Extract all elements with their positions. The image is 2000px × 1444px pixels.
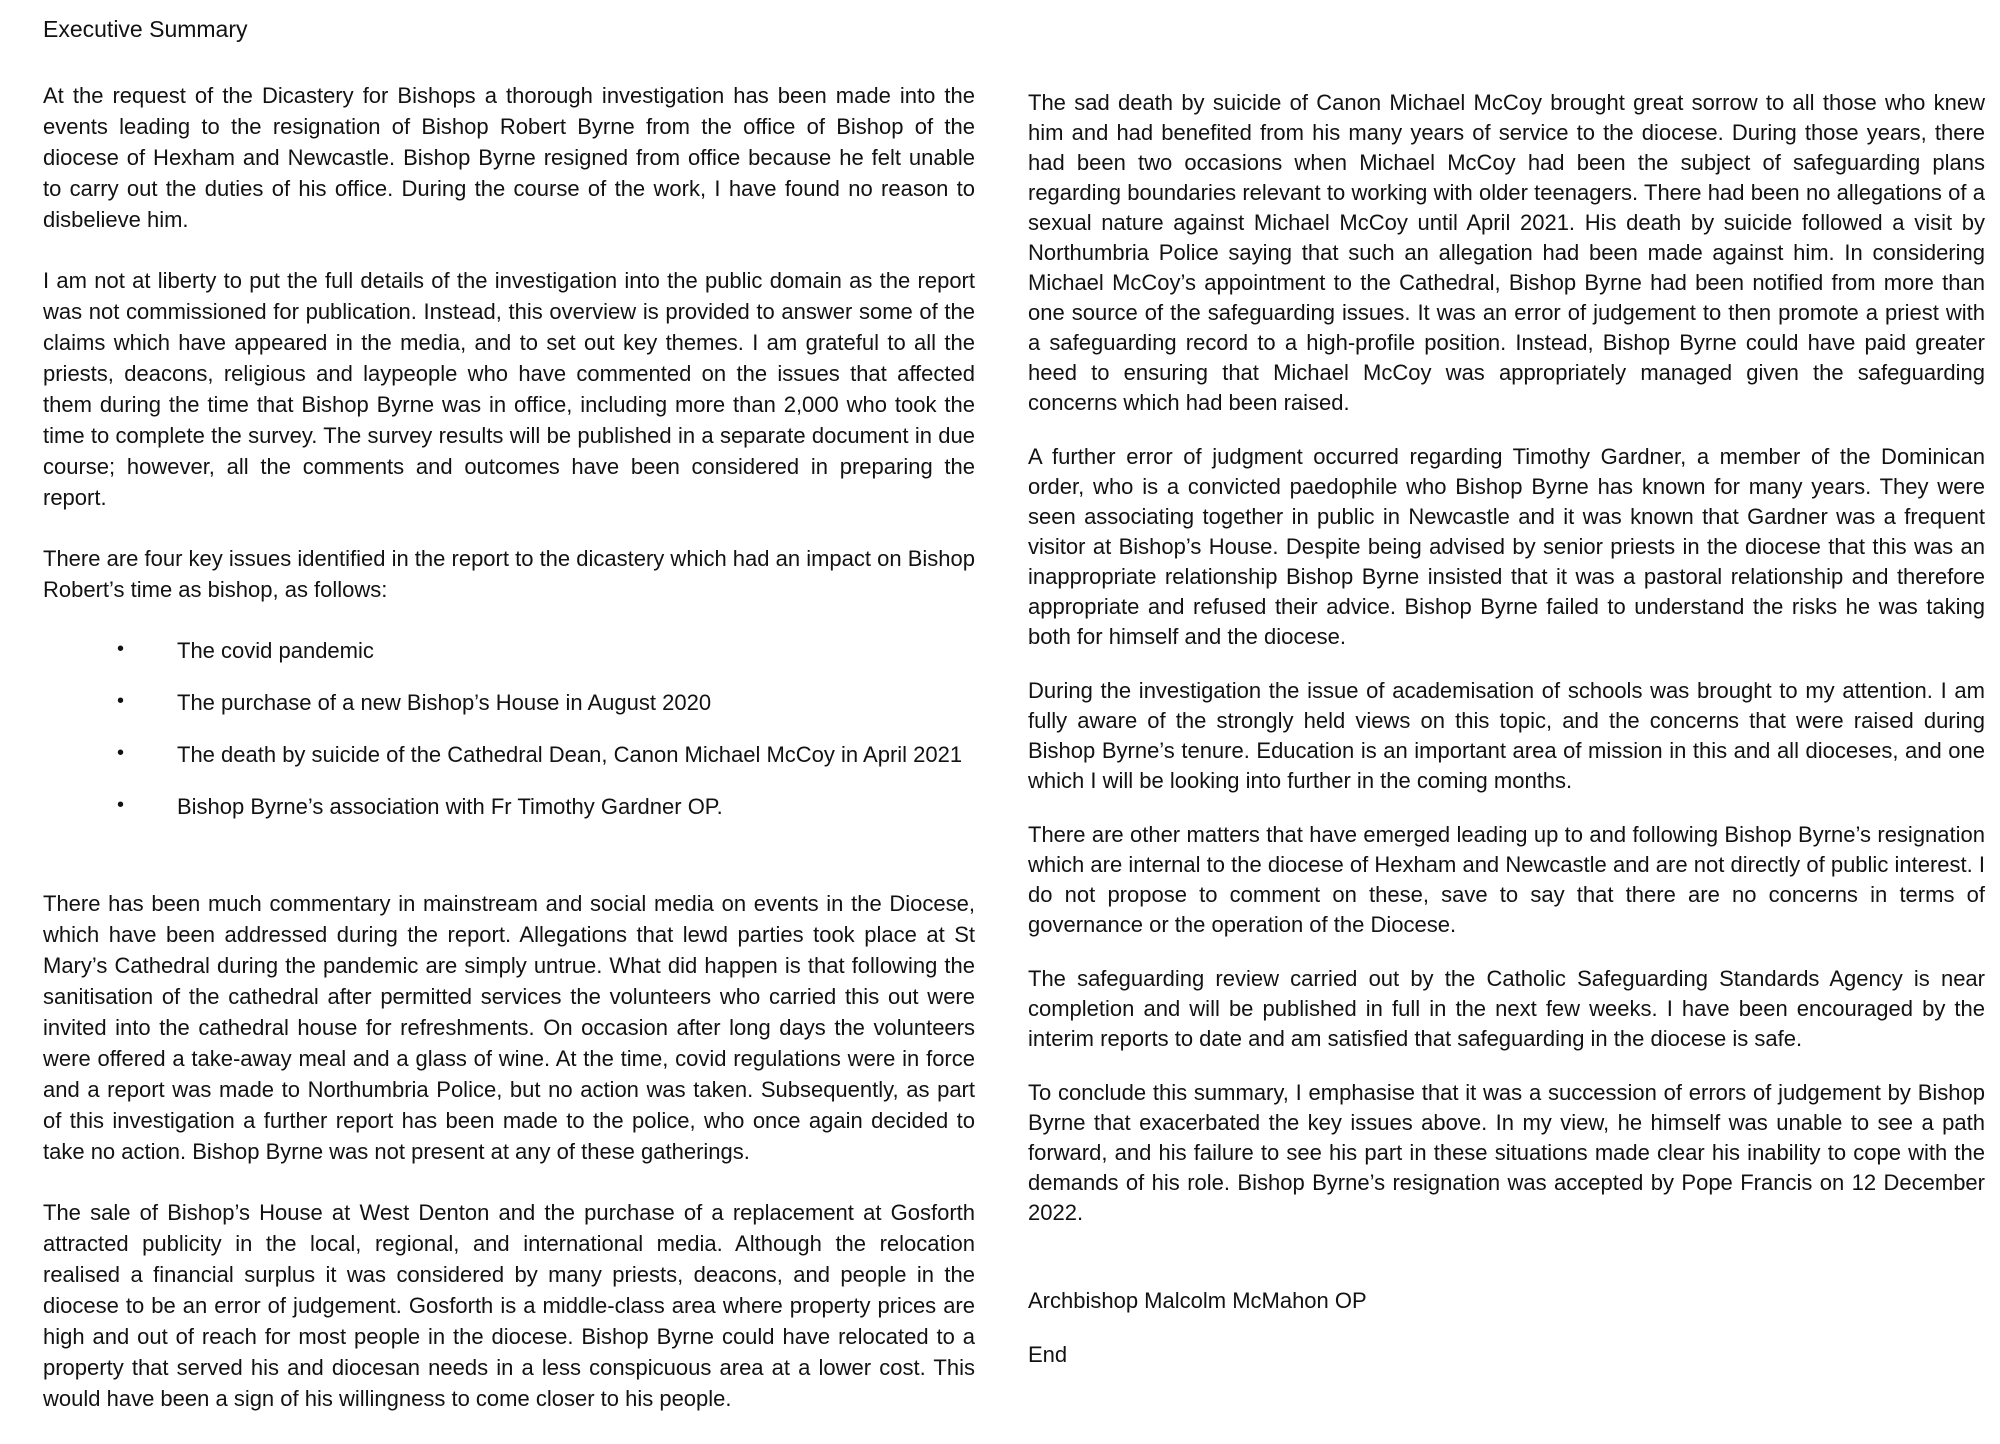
paragraph-other-matters: There are other matters that have emerged leading up to and following Bishop Byrne’s resignation which are internal to the diocese of Hexham and Newcastle and are not directly of public interest. I do not propose to comment on these, save to say that there are no concerns in terms of governance or the operation of the Diocese. — [1028, 822, 1985, 937]
bullet-icon: • — [117, 690, 125, 712]
list-item-mccoy-death — [43, 739, 975, 770]
list-item-house-purchase — [43, 687, 975, 718]
paragraph-not-at-liberty: I am not at liberty to put the full details of the investigation into the public domain as the report was not commissioned for publication. Instead, this overview is provided to answer some of the claims which have appeared in the media, and to set out key themes. I am grateful to all the priests, deacons, religious and laypeople who have commented on the issues that affected them during the time that Bishop Byrne was in office, including more than 2,000 who took the time to complete the survey. The survey results will be published in a separate document in due course; however, all the comments and outcomes have been considered in preparing the report. — [43, 268, 975, 510]
list-item-text: Bishop Byrne’s association with Fr Timothy Gardner OP. — [177, 794, 723, 819]
right-column — [1028, 88, 1985, 1370]
list-item-text: The purchase of a new Bishop’s House in August 2020 — [177, 690, 712, 715]
paragraph-mccoy-suicide: The sad death by suicide of Canon Michael McCoy brought great sorrow to all those who knew him and had benefited from his many years of service to the diocese. During those years, there had been two occasions when Michael McCoy had been the subject of safeguarding plans regarding boundaries relevant to working with older teenagers. There had been no allegations of a sexual nature against Michael McCoy until April 2021. His death by suicide followed a visit by Northumbria Police saying that such an allegation had been made against him. In considering Michael McCoy’s appointment to the Cathedral, Bishop Byrne had been notified from more than one source of the safeguarding issues. It was an error of judgement to then promote a priest with a safeguarding record to a high-profile position. Instead, Bishop Byrne could have paid greater heed to ensuring that Michael McCoy was appropriately managed given the safeguarding concerns which had been raised. — [1028, 90, 1985, 415]
key-issues-list — [43, 635, 975, 822]
paragraph-conclusion: To conclude this summary, I emphasise that it was a succession of errors of judgement by Bishop Byrne that exacerbated the key issues above. In my view, he himself was unable to see a path forward, and his failure to see his part in these situations made clear his inability to cope with the demands of his role. Bishop Byrne’s resignation was accepted by Pope Francis on 12 December 2022. — [1028, 1080, 1985, 1225]
paragraph-safeguarding-review: The safeguarding review carried out by the Catholic Safeguarding Standards Agency is near completion and will be published in full in the next few weeks. I have been encouraged by the interim reports to date and am satisfied that safeguarding in the diocese is safe. — [1028, 966, 1985, 1051]
paragraph-request-investigation: At the request of the Dicastery for Bishops a thorough investigation has been made into the events leading to the resignation of Bishop Robert Byrne from the office of Bishop of the diocese of Hexham and Newcastle. Bishop Byrne resigned from office because he felt unable to carry out the duties of his office. During the course of the work, I have found no reason to disbelieve him. — [43, 83, 975, 232]
bullet-icon: • — [117, 742, 125, 764]
page-title: Executive Summary — [43, 16, 248, 42]
paragraph-gardner-error: A further error of judgment occurred regarding Timothy Gardner, a member of the Dominican order, who is a convicted paedophile who Bishop Byrne has known for many years. They were seen associating together in public in Newcastle and it was known that Gardner was a frequent visitor at Bishop’s House. Despite being advised by senior priests in the diocese that this was an inappropriate relationship Bishop Byrne insisted that it was a pastoral relationship and therefore appropriate and refused their advice. Bishop Byrne failed to understand the risks he was taking both for himself and the diocese. — [1028, 444, 1985, 649]
paragraph-academisation: During the investigation the issue of academisation of schools was brought to my attention. I am fully aware of the strongly held views on this topic, and the concerns that were raised during Bishop Byrne’s tenure. Education is an important area of mission in this and all dioceses, and one which I will be looking into further in the coming months. — [1028, 678, 1985, 793]
end-marker: End — [1028, 1342, 1068, 1367]
bullet-icon: • — [117, 794, 125, 816]
list-item-text: The death by suicide of the Cathedral Dean, Canon Michael McCoy in April 2021 — [177, 742, 963, 767]
list-item-text: The covid pandemic — [177, 638, 374, 663]
list-item-covid — [43, 635, 975, 666]
left-column — [43, 14, 975, 1444]
bullet-icon: • — [117, 638, 125, 660]
paragraph-house-sale: The sale of Bishop’s House at West Denton and the purchase of a replacement at Gosforth attracted publicity in the local, regional, and international media. Although the relocation realised a financial surplus it was considered by many priests, deacons, and people in the diocese to be an error of judgement. Gosforth is a middle-class area where property prices are high and out of reach for most people in the diocese. Bishop Byrne could have relocated to a property that served his and diocesan needs in a less conspicuous area at a lower cost. This would have been a sign of his willingness to come closer to his people. — [43, 1200, 975, 1411]
paragraph-media-commentary: There has been much commentary in mainstream and social media on events in the Diocese, which have been addressed during the report. Allegations that lewd parties took place at St Mary’s Cathedral during the pandemic are simply untrue. What did happen is that following the sanitisation of the cathedral after permitted services the volunteers who carried this out were invited into the cathedral house for refreshments. On occasion after long days the volunteers were offered a take-away meal and a glass of wine. At the time, covid regulations were in force and a report was made to Northumbria Police, but no action was taken. Subsequently, as part of this investigation a further report has been made to the police, who once again decided to take no action. Bishop Byrne was not present at any of these gatherings. — [43, 891, 975, 1164]
paragraph-four-key-issues: There are four key issues identified in the report to the dicastery which had an impact on Bishop Robert’s time as bishop, as follows: — [43, 546, 975, 602]
list-item-gardner-association — [43, 791, 975, 822]
signature-line: Archbishop Malcolm McMahon OP — [1028, 1288, 1367, 1313]
